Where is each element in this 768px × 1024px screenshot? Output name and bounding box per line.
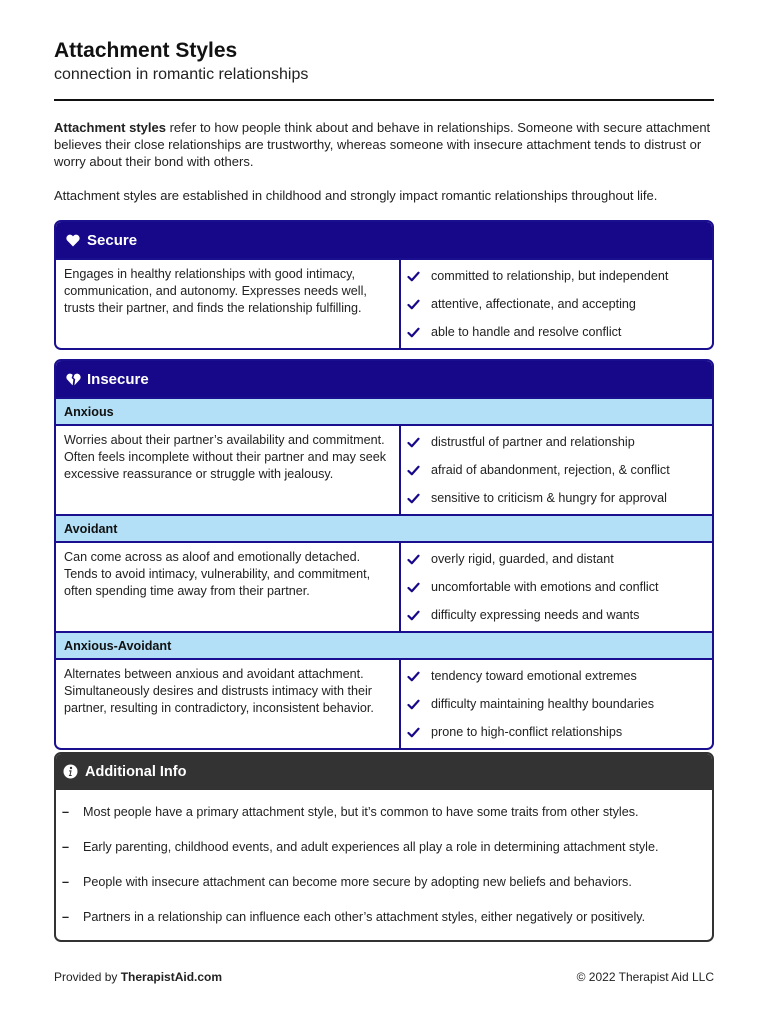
anxious-traits [401, 426, 712, 514]
trait-item [407, 545, 706, 573]
avoidant-row [56, 541, 712, 631]
provided-by-text: Provided by [54, 970, 121, 984]
list-item-text: Early parenting, childhood events, and adult experiences all play a role in determining attachment style. [83, 839, 659, 854]
trait-item [407, 456, 706, 484]
anxious-row [56, 424, 712, 514]
intro-paragraph [54, 119, 714, 170]
secure-title: Secure [87, 231, 138, 249]
anxious-avoidant-description: Alternates between anxious and avoidant attachment. Simultaneously desires and distrusts intimacy with their partner, resulting in contradictory, inconsistent behavior. [56, 660, 401, 748]
trait-text: able to handle and resolve conflict [431, 325, 622, 339]
trait-item [407, 262, 706, 290]
trait-text: difficulty expressing needs and wants [431, 608, 640, 622]
list-item [56, 899, 712, 934]
trait-text: prone to high-conflict relationships [431, 725, 623, 739]
trait-item [407, 690, 706, 718]
checkmark-icon [407, 491, 425, 505]
heart-icon [65, 232, 81, 248]
checkmark-icon [407, 697, 425, 711]
insecure-title: Insecure [87, 370, 149, 388]
trait-text: sensitive to criticism & hungry for approval [431, 491, 667, 505]
secure-description: Engages in healthy relationships with good intimacy, communication, and autonomy. Expresses needs well, trusts their partner, and finds the relationship fulfilling. [56, 260, 401, 348]
trait-text: distrustful of partner and relationship [431, 435, 635, 449]
avoidant-traits [401, 543, 712, 631]
dash-bullet: – [62, 804, 70, 819]
intro-paragraph-2: Attachment styles are established in childhood and strongly impact romantic relationships throughout life. [54, 188, 658, 203]
anxious-avoidant-row [56, 658, 712, 748]
trait-text: afraid of abandonment, rejection, & conflict [431, 463, 670, 477]
additional-info-title: Additional Info [85, 764, 187, 780]
trait-item [407, 718, 706, 746]
checkmark-icon [407, 325, 425, 339]
additional-info-header [56, 754, 712, 790]
checkmark-icon [407, 269, 425, 283]
checkmark-icon [407, 463, 425, 477]
page-title: Attachment Styles [54, 39, 238, 62]
checkmark-icon [407, 725, 425, 739]
secure-traits [401, 260, 712, 348]
info-icon [63, 764, 79, 780]
dash-bullet: – [62, 874, 70, 889]
intro-text: refer to how people think about and behave in relationships. Someone with secure attachment believes their close relationships are trustworthy, whereas someone with insecure attachment tends to distrust or worry about their bond with others. [54, 120, 711, 169]
trait-item [407, 573, 706, 601]
trait-text: tendency toward emotional extremes [431, 669, 637, 683]
avoidant-subheader: Avoidant [56, 514, 712, 541]
trait-item [407, 318, 706, 346]
intro-bold-lead: Attachment styles [54, 120, 166, 135]
title-divider [54, 99, 714, 101]
trait-text: attentive, affectionate, and accepting [431, 297, 636, 311]
insecure-header [56, 361, 712, 397]
anxious-description: Worries about their partner’s availability and commitment. Often feels incomplete without their partner and may seek excessive reassurance or struggle with jealousy. [56, 426, 401, 514]
additional-info-list [56, 790, 712, 940]
list-item-text: Partners in a relationship can influence each other’s attachment styles, either negatively or positively. [83, 909, 646, 924]
footer-provided-by [54, 970, 222, 984]
trait-item [407, 290, 706, 318]
checkmark-icon [407, 435, 425, 449]
checkmark-icon [407, 297, 425, 311]
footer-copyright: © 2022 Therapist Aid LLC [576, 970, 714, 984]
anxious-subheader: Anxious [56, 397, 712, 424]
broken-heart-icon [65, 371, 81, 387]
document-header [54, 38, 714, 86]
anxious-avoidant-traits [401, 660, 712, 748]
list-item [56, 864, 712, 899]
trait-item [407, 428, 706, 456]
trait-text: overly rigid, guarded, and distant [431, 552, 614, 566]
anxious-avoidant-subheader: Anxious-Avoidant [56, 631, 712, 658]
dash-bullet: – [62, 909, 70, 924]
brand-link[interactable]: TherapistAid.com [120, 970, 223, 984]
checkmark-icon [407, 552, 425, 566]
dash-bullet: – [62, 839, 70, 854]
trait-item [407, 662, 706, 690]
trait-text: difficulty maintaining healthy boundaries [431, 697, 655, 711]
trait-text: uncomfortable with emotions and conflict [431, 580, 659, 594]
trait-item [407, 601, 706, 629]
secure-header [56, 222, 712, 258]
avoidant-description: Can come across as aloof and emotionally detached. Tends to avoid intimacy, vulnerability, and commitment, often spending time away from their partner. [56, 543, 401, 631]
secure-row [56, 258, 712, 348]
trait-text: committed to relationship, but independent [431, 269, 669, 283]
trait-item [407, 484, 706, 512]
insecure-card [54, 359, 714, 750]
checkmark-icon [407, 608, 425, 622]
additional-info-card [54, 752, 714, 942]
list-item [56, 829, 712, 864]
list-item-text: Most people have a primary attachment style, but it’s common to have some traits from other styles. [83, 804, 639, 819]
page-subtitle: connection in romantic relationships [54, 66, 309, 83]
secure-card [54, 220, 714, 350]
checkmark-icon [407, 669, 425, 683]
list-item-text: People with insecure attachment can become more secure by adopting new beliefs and behaviors. [83, 874, 632, 889]
checkmark-icon [407, 580, 425, 594]
list-item [56, 794, 712, 829]
